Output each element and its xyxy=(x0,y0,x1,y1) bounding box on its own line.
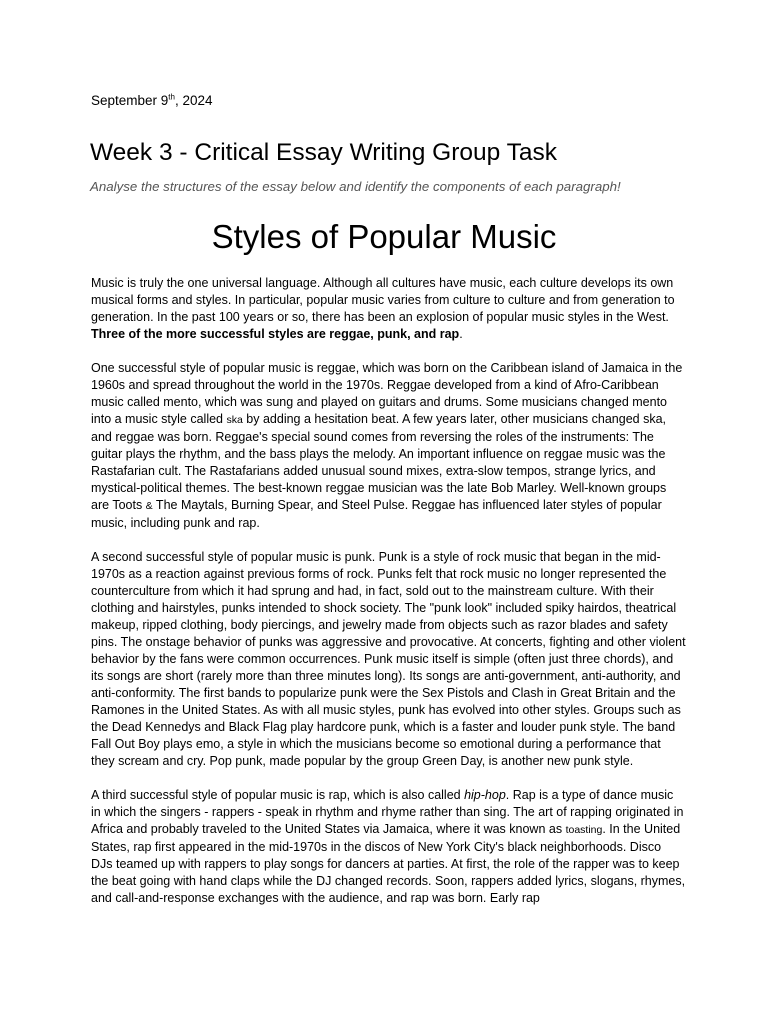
intro-text: Music is truly the one universal language. Although all cultures have music, each culture develops its own musical forms and styles. In particular, popular music varies from culture to culture and from generation to generation. In the past 100 years or so, there has been an explosion of popular music styles in the West. xyxy=(91,276,675,324)
rap-text-b: . Rap is a type of dance music in which the singers - rappers - speak in rhythm and rhyme rather than sing. The art of rapping originated in Africa and probably traveled to the United States via Jamaica, where it was known as xyxy=(91,788,684,836)
reggae-text-a: One successful style of popular music is reggae, which was born on the Caribbean island of Jamaica in the 1960s and spread throughout the world in the 1970s. Reggae developed from a kind of Afro-Caribbean music called mento, which was sung and played on guitars and drums. Some musicians changed mento into a music style called xyxy=(91,361,683,426)
thesis-statement: Three of the more successful styles are reggae, punk, and rap xyxy=(91,327,460,341)
toasting-term: toasting xyxy=(565,824,603,836)
ska-term: ska xyxy=(226,414,243,426)
essay-body xyxy=(91,275,686,924)
page-heading: Week 3 - Critical Essay Writing Group Task xyxy=(90,139,558,166)
paragraph-rap xyxy=(91,787,686,907)
paragraph-introduction xyxy=(91,275,686,343)
essay-title: Styles of Popular Music xyxy=(211,218,557,255)
date-ordinal: th xyxy=(168,92,175,102)
paragraph-punk: A second successful style of popular music is punk. Punk is a style of rock music that began in the mid-1970s as a reaction against previous forms of rock. Punks felt that rock music no longer represented the counterculture from which it had sprung and had, in fact, sold out to the mainstream culture. With their clothing and hairstyles, punks intended to shock society. The "punk look" included spiky hairdos, theatrical makeup, ripped clothing, body piercings, and jewelry made from objects such as razor blades and safety pins. The onstage behavior of punks was aggressive and provocative. At concerts, fighting and other violent behavior by the fans were common occurrences. Punk music itself is simple (often just three chords), and its songs are short (rarely more than three minutes long). Its songs are anti-government, anti-authority, and anti-conformity. The first bands to popularize punk were the Sex Pistols and Clash in Great Britain and the Ramones in the United States. As with all music styles, punk has evolved into other styles. Groups such as the Dead Kennedys and Black Flag play hardcore punk, which is a faster and louder punk style. The band Fall Out Boy plays emo, a style in which the musicians become so emotional during a performance that they scream and cry. Pop punk, made popular by the group Green Day, is another new punk style. xyxy=(91,550,686,768)
instruction-text: Analyse the structures of the essay below and identify the components of each paragraph! xyxy=(90,179,621,194)
rap-text-c: . In the United States, rap first appeared in the mid-1970s in the discos of New York City's black neighborhoods. Disco DJs teamed up with rappers to play songs for dancers at parties. At first, the role of the rapper was to keep the beat going with hand claps while the DJ changed records. Soon, rappers added lyrics, slogans, rhymes, and call-and-response exchanges with the audience, and rap was born. Early rap xyxy=(91,822,686,905)
rap-text-a: A third successful style of popular music is rap, which is also called xyxy=(91,788,465,802)
ampersand: & xyxy=(145,500,153,512)
date-main: September 9 xyxy=(91,93,169,108)
reggae-text-c: The Maytals, Burning Spear, and Steel Pulse. Reggae has influenced later styles of popular music, including punk and rap. xyxy=(91,498,662,530)
paragraph-reggae xyxy=(91,360,686,532)
date xyxy=(91,92,213,110)
hiphop-term: hip-hop xyxy=(464,788,506,802)
intro-end: . xyxy=(459,327,463,341)
date-year: , 2024 xyxy=(174,93,213,108)
reggae-text-b: by adding a hesitation beat. A few years later, other musicians changed ska, and reggae was born. Reggae's special sound comes from reversing the roles of the instruments: The guitar plays the rhythm, and the bass plays the melody. An important influence on reggae music was the Rastafarian cult. The Rastafarians added unusual sound mixes, extra-slow tempos, strange lyrics, and mystical-political themes. The best-known reggae musician was the late Bob Marley. Well-known groups are Toots xyxy=(91,412,667,512)
